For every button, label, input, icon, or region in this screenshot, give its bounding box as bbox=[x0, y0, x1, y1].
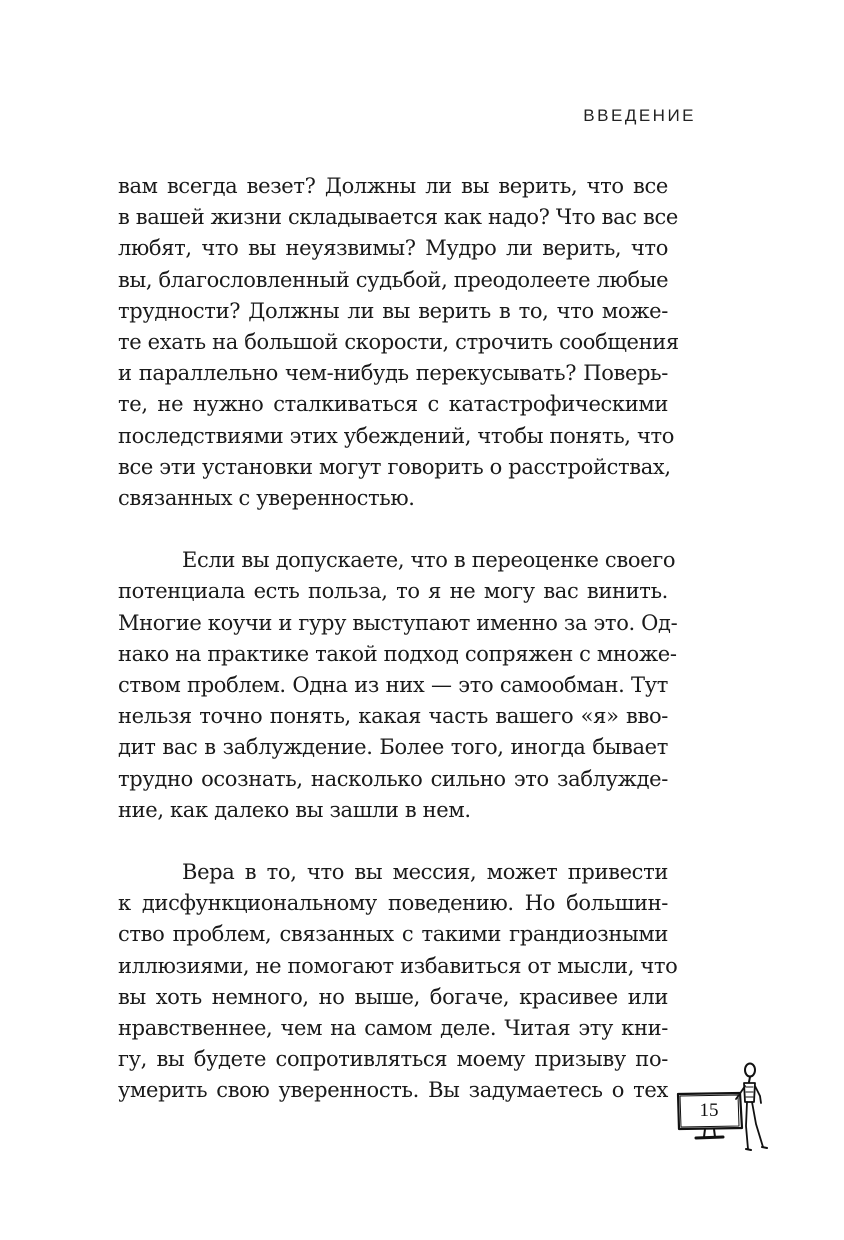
text-line: к дисфункциональному поведению. Но большин- bbox=[118, 891, 668, 916]
text-line: связанных с уверенностью. bbox=[118, 486, 415, 511]
text-line: любят, что вы неуязвимы? Мудро ли верить, что bbox=[118, 236, 668, 261]
page-number-ornament bbox=[670, 1058, 775, 1158]
running-header: ВВЕДЕНИЕ bbox=[583, 106, 696, 125]
text-line: вам всегда везет? Должны ли вы верить, что все bbox=[118, 174, 668, 198]
text-line: все эти установки могут говорить о расстройствах, bbox=[118, 454, 671, 479]
text-line: нако на практике такой подход сопряжен с множе- bbox=[118, 641, 677, 666]
text-line: вы хоть немного, но выше, богаче, красивее или bbox=[118, 984, 668, 1009]
text-line: гу, вы будете сопротивляться моему призыву по- bbox=[118, 1047, 668, 1072]
body-text bbox=[118, 171, 679, 1107]
text-line: в вашей жизни складывается как надо? Что вас все bbox=[118, 205, 678, 230]
text-line: Вера в то, что вы мессия, может привести bbox=[182, 860, 668, 885]
paragraph-gap bbox=[118, 514, 668, 545]
text-line: умерить свою уверенность. Вы задумаетесь о тех bbox=[118, 1078, 668, 1103]
text-line: Если вы допускаете, что в переоценке своего bbox=[182, 548, 676, 573]
text-line: Многие коучи и гуру выступают именно за это. Од- bbox=[118, 610, 678, 635]
text-line: последствиями этих убеждений, чтобы понять, что bbox=[118, 423, 675, 448]
text-line: нравственнее, чем на самом деле. Читая эту кни- bbox=[118, 1016, 668, 1041]
text-line: потенциала есть польза, то я не могу вас винить. bbox=[118, 579, 668, 604]
text-line: те ехать на большой скорости, строчить сообщения bbox=[118, 330, 679, 355]
paragraph-1 bbox=[118, 171, 679, 514]
paragraph-3 bbox=[118, 857, 678, 1107]
text-line: ством проблем. Одна из них — это самообман. Тут bbox=[118, 673, 668, 698]
page-number: 15 bbox=[699, 1100, 719, 1121]
paragraph-gap bbox=[118, 826, 668, 857]
text-line: и параллельно чем-нибудь перекусывать? Поверь- bbox=[118, 361, 668, 386]
text-line: ние, как далеко вы зашли в нем. bbox=[118, 797, 471, 822]
text-line: трудности? Должны ли вы верить в то, что може- bbox=[118, 298, 668, 323]
text-line: ство проблем, связанных с такими грандиозными bbox=[118, 922, 668, 947]
text-line: те, не нужно сталкиваться с катастрофическими bbox=[118, 392, 668, 417]
text-line: дит вас в заблуждение. Более того, иногда бывает bbox=[118, 735, 668, 760]
text-line: нельзя точно понять, какая часть вашего «я» вво- bbox=[118, 704, 668, 729]
text-line: иллюзиями, не помогают избавиться от мысли, что bbox=[118, 953, 678, 978]
text-line: вы, благословленный судьбой, преодолеете любые bbox=[118, 267, 669, 292]
text-line: трудно осознать, насколько сильно это заблужде- bbox=[118, 766, 668, 791]
paragraph-2 bbox=[118, 545, 678, 826]
